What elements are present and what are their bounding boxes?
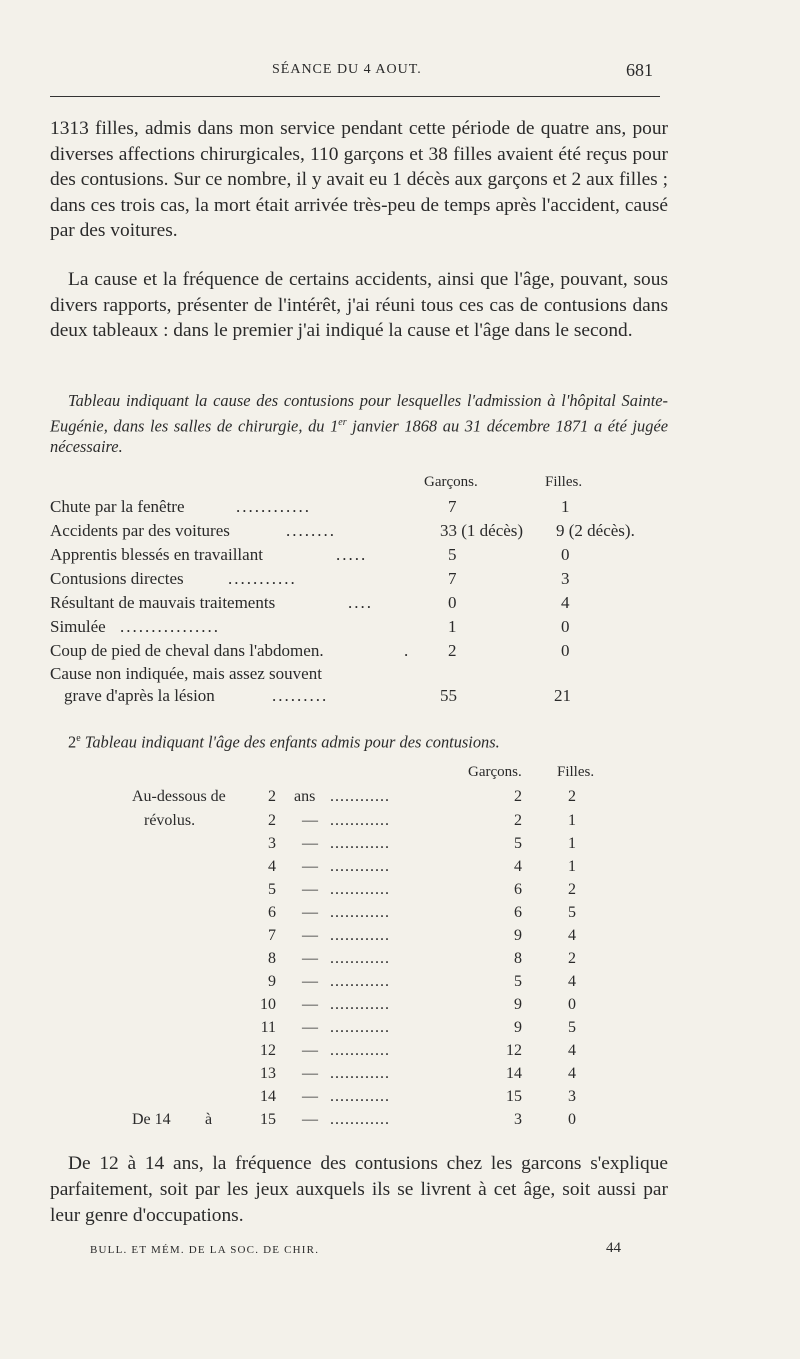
table2-col-garcons: Garçons.	[468, 764, 522, 780]
footer-signature: 44	[606, 1240, 621, 1256]
table1-col-garcons: Garçons.	[424, 474, 478, 490]
header-rule	[50, 96, 660, 97]
page-number: 681	[626, 60, 653, 80]
table1-caption: Tableau indiquant la cause des contusions pour lesquelles l'admission à l'hôpital Sainte-Eugénie, dans les salles de chirurgie, du 1er janvier 1868 au 31 décembre 1871 a été jugée nécessaire.	[50, 391, 668, 457]
footer-journal: BULL. ET MÉM. DE LA SOC. DE CHIR.	[90, 1244, 320, 1256]
table2-label-revolus: révolus.	[144, 812, 196, 829]
table2-caption: 2e Tableau indiquant l'âge des enfants admis pour des contusions.	[68, 732, 500, 752]
paragraph-2: La cause et la fréquence de certains accidents, ainsi que l'âge, pouvant, sous divers rapports, présenter de l'intérêt, j'ai réuni tous ces cas de contusions dans deux tableaux : dans le premier j'ai indiqué la cause et l'âge dans le second.	[50, 269, 668, 342]
table2-label-under: Au-dessous de	[132, 788, 226, 805]
table2-label-de14: De 14	[132, 1111, 171, 1128]
paragraph-1: 1313 filles, admis dans mon service pendant cette période de quatre ans, pour diverses affections chirurgicales, 110 garçons et 38 filles avaient été reçus pour des contusions. Sur ce nombre, il y avait eu 1 décès aux garçons et 2 aux filles ; dans ces trois cas, la mort était arrivée très-peu de temps après l'accident, causé par des voitures.	[50, 118, 668, 242]
table1-col-filles: Filles.	[545, 474, 583, 490]
closing-paragraph: De 12 à 14 ans, la fréquence des contusions chez les garcons s'explique parfaitement, soit par les jeux auxquels ils se livrent à cet âge, soit aussi par leur genre d'occupations.	[50, 1153, 668, 1226]
table2-col-filles: Filles.	[557, 764, 595, 780]
running-header-title: SÉANCE DU 4 AOUT.	[272, 62, 422, 77]
table2-label-a: à	[205, 1111, 213, 1128]
